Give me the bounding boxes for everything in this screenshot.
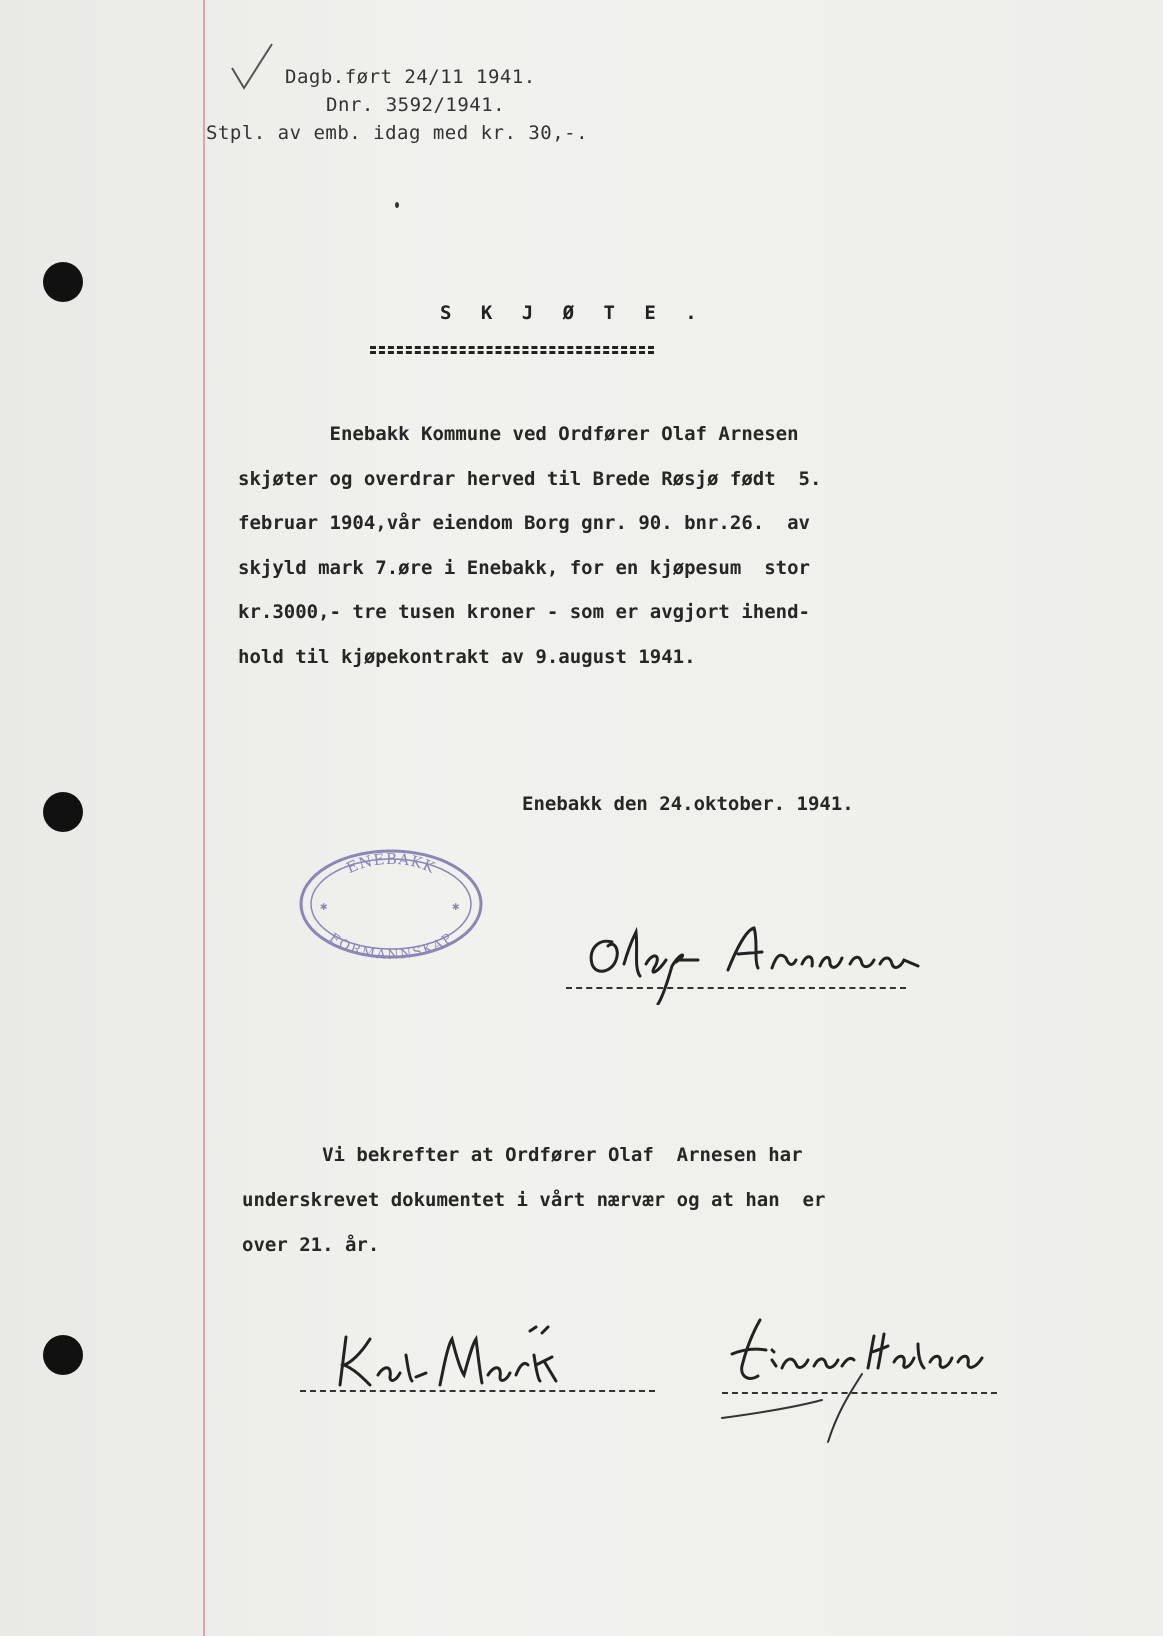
ink-dot	[395, 202, 399, 208]
mayor-signature-line	[566, 987, 906, 989]
mayor-signature	[558, 920, 938, 1005]
punch-hole	[43, 1335, 83, 1375]
confirmation-line: Vi bekrefter at Ordfører Olaf Arnesen har	[242, 1144, 803, 1166]
svg-text:FORMANNSKAP	[326, 931, 456, 960]
confirmation-line: underskrevet dokumentet i vårt nærvær og at han er	[242, 1189, 826, 1211]
svg-text:✱: ✱	[320, 899, 328, 913]
deed-line: skjøter og overdrar herved til Brede Røsjø født 5.	[238, 467, 822, 490]
witness-confirmation	[242, 1133, 982, 1268]
confirmation-line: over 21. år.	[242, 1234, 380, 1256]
witness2-signature	[712, 1310, 1002, 1445]
svg-text:✱: ✱	[452, 899, 460, 913]
title-underline	[370, 346, 654, 354]
witness1-signature	[330, 1325, 630, 1395]
punch-hole	[43, 792, 83, 832]
deed-line: februar 1904,vår eiendom Borg gnr. 90. bnr.26. av	[238, 512, 810, 534]
witness2-signature-line	[722, 1392, 997, 1394]
deed-line: kr.3000,- tre tusen kroner - som er avgjort ihend-	[238, 601, 810, 623]
deed-line: skjyld mark 7.øre i Enebakk, for en kjøpesum stor	[238, 556, 810, 579]
deed-line: Enebakk Kommune ved Ordfører Olaf Arnesen	[238, 423, 799, 445]
check-mark-icon	[228, 42, 278, 92]
registration-line-3: Stpl. av emb. idag med kr. 30,-.	[206, 122, 589, 144]
registration-line-1: Dagb.ført 24/11 1941.	[285, 66, 536, 88]
place-date: Enebakk den 24.oktober. 1941.	[522, 793, 854, 815]
punch-hole	[43, 262, 83, 302]
seal-top-text: ENEBAKK	[343, 849, 439, 878]
deed-line: hold til kjøpekontrakt av 9.august 1941.	[238, 645, 696, 668]
deed-paragraph	[238, 412, 966, 679]
registration-line-2: Dnr. 3592/1941.	[326, 94, 506, 116]
document-title: S K J Ø T E .	[440, 302, 706, 324]
witness1-signature-line	[300, 1390, 655, 1392]
municipal-seal	[298, 848, 484, 960]
seal-bottom-text: FORMANNSKAP	[326, 930, 456, 960]
margin-line	[203, 0, 205, 1636]
